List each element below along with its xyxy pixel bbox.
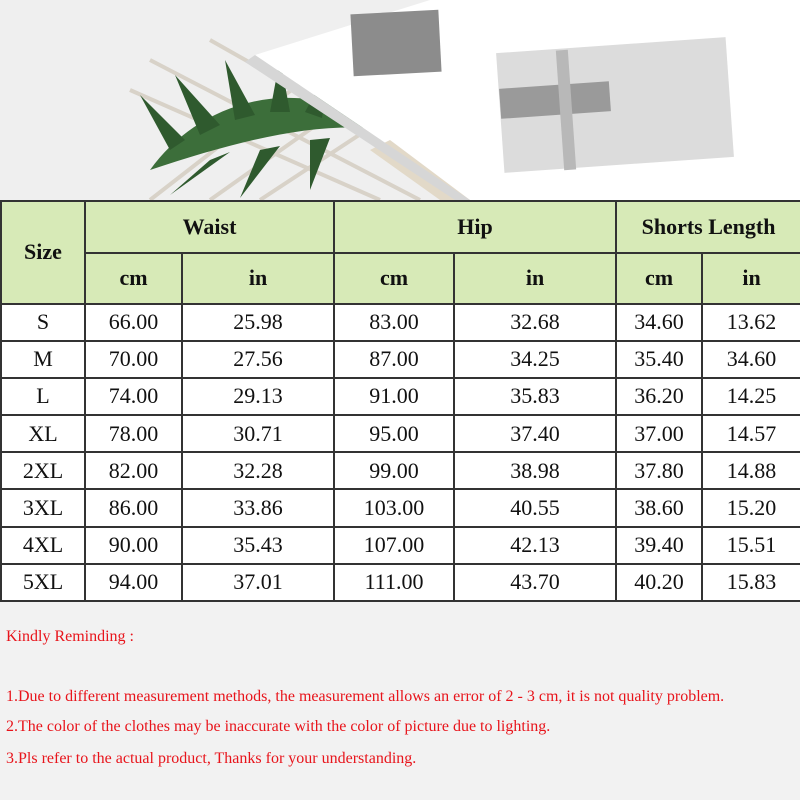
table-cell: 87.00 <box>334 341 454 378</box>
table-cell: 35.40 <box>616 341 702 378</box>
table-cell: 70.00 <box>85 341 182 378</box>
note-item: 2.The color of the clothes may be inaccurate with the color of picture due to lighting. <box>6 718 551 735</box>
size-label-cell: L <box>1 378 85 415</box>
table-row <box>1 378 800 415</box>
table-header-row <box>1 201 800 253</box>
table-cell: 37.00 <box>616 415 702 452</box>
table-cell: 15.83 <box>702 564 800 601</box>
table-cell: 78.00 <box>85 415 182 452</box>
size-chart-table <box>0 200 800 602</box>
table-cell: 107.00 <box>334 527 454 564</box>
table-cell: 30.71 <box>182 415 334 452</box>
table-row <box>1 489 800 526</box>
size-label-cell: XL <box>1 415 85 452</box>
table-cell: 32.68 <box>454 304 616 341</box>
table-cell: 34.25 <box>454 341 616 378</box>
table-row <box>1 415 800 452</box>
table-cell: 15.20 <box>702 489 800 526</box>
table-cell: 34.60 <box>616 304 702 341</box>
table-cell: 33.86 <box>182 489 334 526</box>
table-cell: 86.00 <box>85 489 182 526</box>
table-cell: 38.98 <box>454 452 616 489</box>
table-cell: 40.55 <box>454 489 616 526</box>
table-cell: 14.88 <box>702 452 800 489</box>
banner-illustration <box>0 0 800 200</box>
size-rows <box>1 304 800 602</box>
table-cell: 29.13 <box>182 378 334 415</box>
table-cell: 25.98 <box>182 304 334 341</box>
table-cell: 90.00 <box>85 527 182 564</box>
table-cell: 37.40 <box>454 415 616 452</box>
table-cell: 95.00 <box>334 415 454 452</box>
table-unit-row <box>1 253 800 303</box>
table-cell: 43.70 <box>454 564 616 601</box>
unit-header: cm <box>334 253 454 303</box>
table-cell: 99.00 <box>334 452 454 489</box>
notes-heading: Kindly Reminding : <box>6 628 134 645</box>
table-cell: 32.28 <box>182 452 334 489</box>
table-row <box>1 527 800 564</box>
table-cell: 82.00 <box>85 452 182 489</box>
table-cell: 13.62 <box>702 304 800 341</box>
size-label-cell: 2XL <box>1 452 85 489</box>
note-item: 1.Due to different measurement methods, the measurement allows an error of 2 - 3 cm, it is not quality problem. <box>6 688 725 705</box>
table-cell: 38.60 <box>616 489 702 526</box>
table-cell: 15.51 <box>702 527 800 564</box>
waist-group-header: Waist <box>85 201 334 253</box>
table-cell: 91.00 <box>334 378 454 415</box>
table-cell: 36.20 <box>616 378 702 415</box>
hip-group-header: Hip <box>334 201 616 253</box>
table-cell: 27.56 <box>182 341 334 378</box>
note-item: 3.Pls refer to the actual product, Thanks for your understanding. <box>6 750 417 767</box>
table-cell: 40.20 <box>616 564 702 601</box>
size-label-cell: S <box>1 304 85 341</box>
unit-header: in <box>702 253 800 303</box>
table-row <box>1 564 800 601</box>
table-row <box>1 452 800 489</box>
table-row <box>1 304 800 341</box>
notes-section <box>0 602 800 800</box>
table-cell: 37.80 <box>616 452 702 489</box>
table-cell: 39.40 <box>616 527 702 564</box>
table-cell: 66.00 <box>85 304 182 341</box>
shorts-length-group-header: Shorts Length <box>616 201 800 253</box>
table-cell: 14.25 <box>702 378 800 415</box>
unit-header: cm <box>85 253 182 303</box>
table-cell: 111.00 <box>334 564 454 601</box>
table-cell: 35.83 <box>454 378 616 415</box>
size-label-cell: M <box>1 341 85 378</box>
unit-header: in <box>182 253 334 303</box>
unit-header: cm <box>616 253 702 303</box>
table-cell: 34.60 <box>702 341 800 378</box>
table-cell: 42.13 <box>454 527 616 564</box>
table-cell: 74.00 <box>85 378 182 415</box>
table-cell: 83.00 <box>334 304 454 341</box>
size-label-cell: 5XL <box>1 564 85 601</box>
table-cell: 103.00 <box>334 489 454 526</box>
table-cell: 37.01 <box>182 564 334 601</box>
table-cell: 14.57 <box>702 415 800 452</box>
banner-photo <box>0 0 800 200</box>
size-label-cell: 3XL <box>1 489 85 526</box>
table-cell: 94.00 <box>85 564 182 601</box>
unit-header: in <box>454 253 616 303</box>
table-cell: 35.43 <box>182 527 334 564</box>
size-label-cell: 4XL <box>1 527 85 564</box>
table-row <box>1 341 800 378</box>
size-column-header: Size <box>1 201 85 304</box>
